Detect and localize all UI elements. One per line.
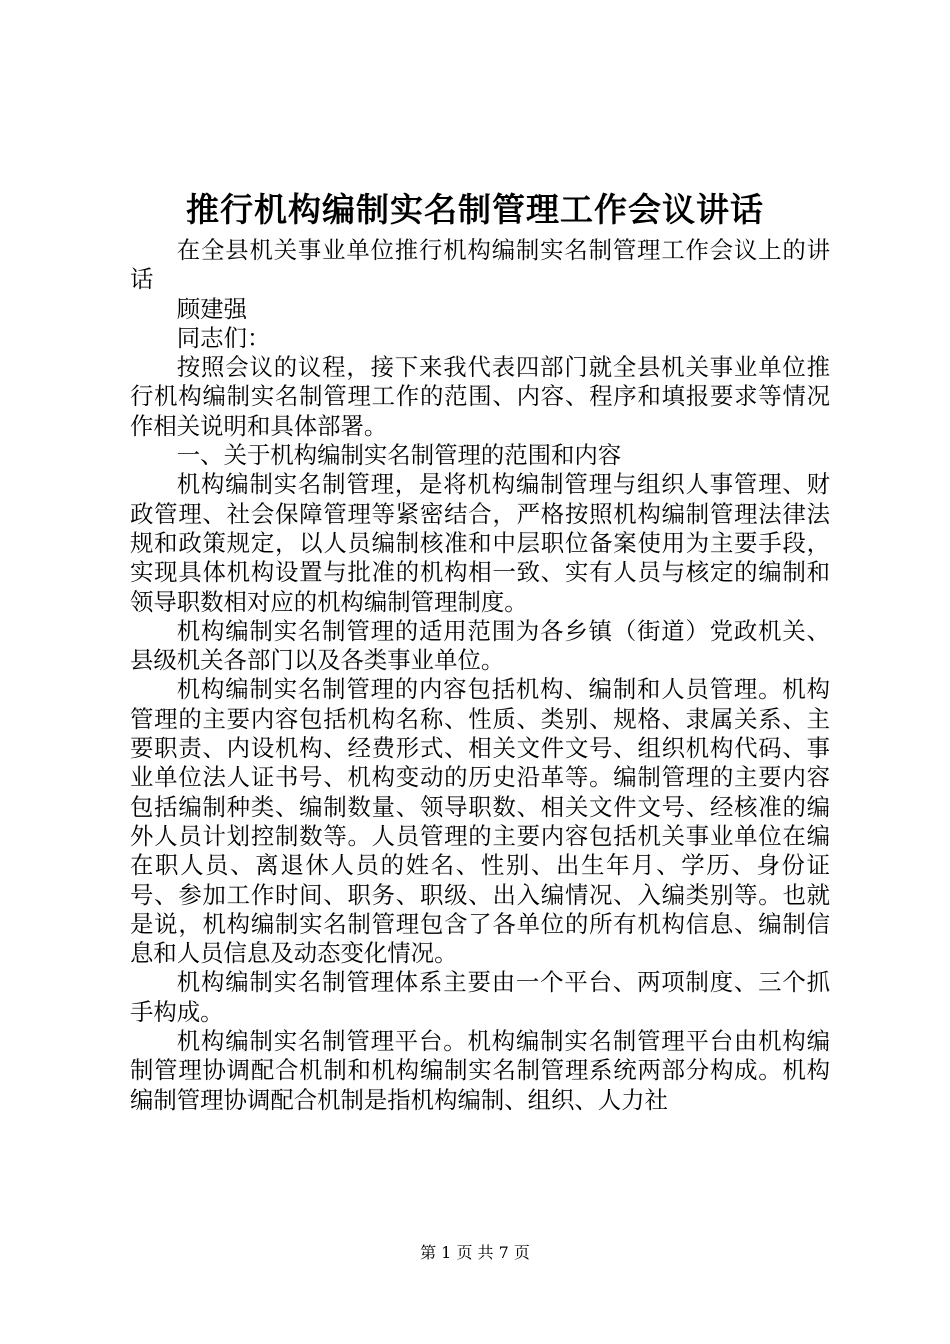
document-title: 推行机构编制实名制管理工作会议讲话: [186, 190, 764, 229]
paragraph: 在全县机关事业单位推行机构编制实名制管理工作会议上的讲话: [130, 236, 830, 294]
paragraph: 顾建强: [176, 294, 247, 323]
paragraph: 机构编制实名制管理的适用范围为各乡镇（街道）党政机关、县级机关各部门以及各类事业单位。: [130, 616, 830, 675]
paragraph: 机构编制实名制管理体系主要由一个平台、两项制度、三个抓手构成。: [130, 968, 830, 1026]
section-heading: 一、关于机构编制实名制管理的范围和内容: [176, 441, 622, 470]
document-body: [130, 236, 830, 1115]
paragraph: 机构编制实名制管理，是将机构编制管理与组织人事管理、财政管理、社会保障管理等紧密结合，严格按照机构编制管理法律法规和政策规定，以人员编制核准和中层职位备案使用为主要手段，实现具体机构设置与批准的机构相一致、实有人员与核定的编制和领导职数相对应的机构编制管理制度。: [130, 470, 830, 616]
paragraph: 机构编制实名制管理平台。机构编制实名制管理平台由机构编制管理协调配合机制和机构编制实名制管理系统两部分构成。机构编制管理协调配合机制是指机构编制、组织、人力社: [130, 1027, 830, 1114]
paragraph: 机构编制实名制管理的内容包括机构、编制和人员管理。机构管理的主要内容包括机构名称、性质、类别、规格、隶属关系、主要职责、内设机构、经费形式、相关文件文号、组织机构代码、事业单位法人证书号、机构变动的历史沿革等。编制管理的主要内容包括编制种类、编制数量、领导职数、相关文件文号、经核准的编外人员计划控制数等。人员管理的主要内容包括机关事业单位在编在职人员、离退休人员的姓名、性别、出生年月、学历、身份证号、参加工作时间、职务、职级、出入编情况、入编类别等。也就是说，机构编制实名制管理包含了各单位的所有机构信息、编制信息和人员信息及动态变化情况。: [130, 675, 830, 968]
page-footer: 第 1 页 共 7 页: [420, 1243, 530, 1262]
paragraph: 同志们：: [176, 323, 271, 352]
paragraph: 按照会议的议程，接下来我代表四部门就全县机关事业单位推行机构编制实名制管理工作的范围、内容、程序和填报要求等情况作相关说明和具体部署。: [130, 353, 830, 440]
